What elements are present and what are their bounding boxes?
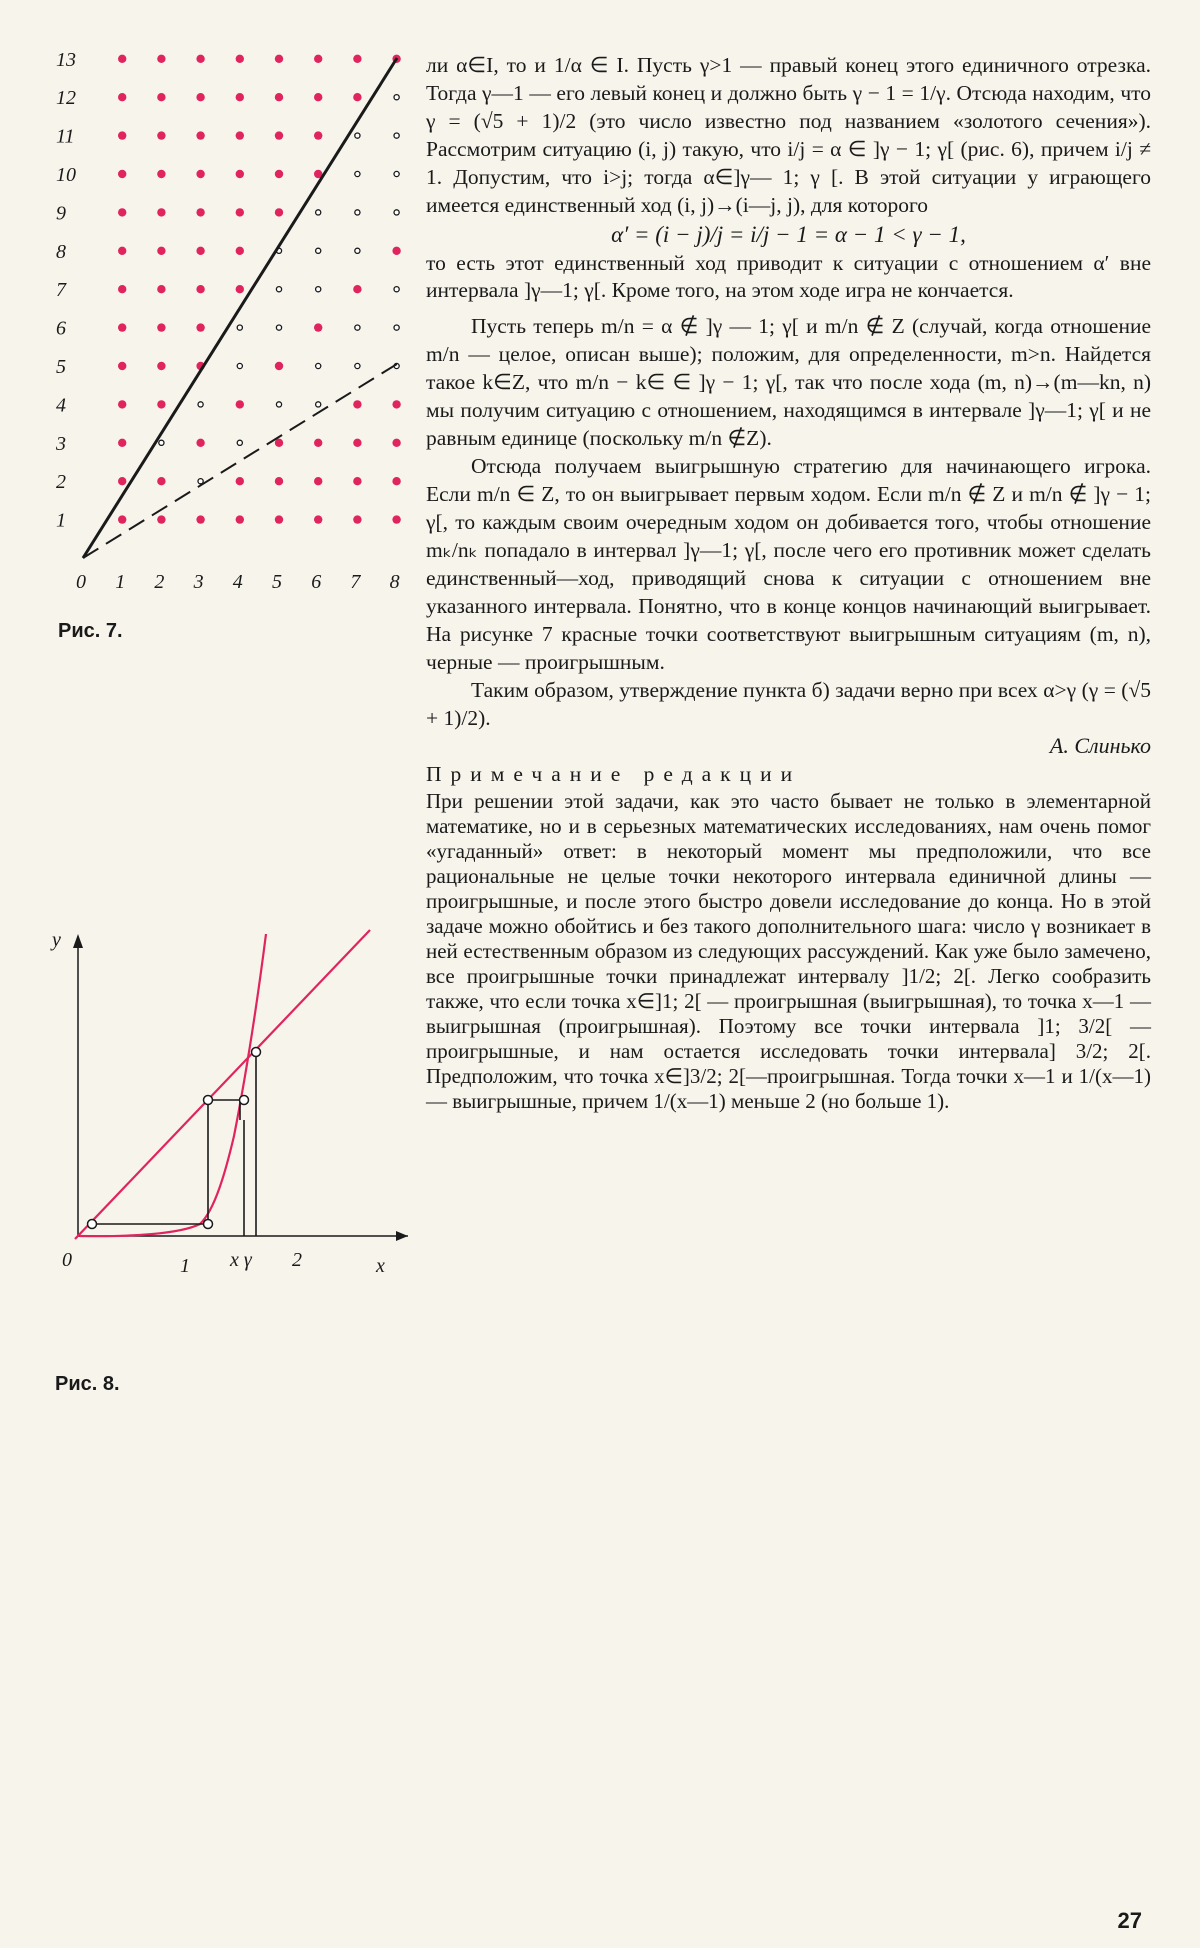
winning-dot bbox=[196, 55, 204, 63]
editorial-note: При решении этой задачи, как это часто бывает не только в элементарной математике, но и в серьезных математических исследованиях, нам очень помог «угаданный» ответ: в некоторый момент мы предположили, что все рациональные не целые точки некоторого интервала единичной длины — проигрышные, и после этого быстро довели исследование до конца. Но в этой задаче можно обойтись и без такого дополнительного шага: число γ возникает в ней естественным образом из следующих рассуждений. Как уже было замечено, все проигрышные точки принадлежат интервалу ]1/2; 2[. Легко сообразить также, что если точка x∈]1; 2[ — проигрышная (выигрышная), то точка x—1 — выигрышная (проигрышная). Поэтому все точки интервала ]1; 3/2[ — проигрышные, и нам остается исследовать точки интервала] 3/2; 2[. Предположим, что точка x∈]3/2; 2[—проигрышная. Тогда точки x—1 и 1/(x—1)— выигрышные, причем 1/(x—1) меньше 2 (но больше 1). bbox=[426, 788, 1151, 1113]
winning-dot bbox=[157, 131, 165, 139]
page-number: 27 bbox=[1117, 1908, 1142, 1933]
winning-dot bbox=[275, 55, 283, 63]
figure-8-caption: Рис. 8. bbox=[55, 1373, 120, 1395]
winning-dot bbox=[392, 400, 400, 408]
iteration-point bbox=[204, 1096, 213, 1105]
x-tick-label: 0 bbox=[76, 571, 86, 593]
y-tick-label: 6 bbox=[56, 317, 66, 340]
tick-two-label: 2 bbox=[292, 1249, 302, 1271]
winning-dot bbox=[118, 285, 126, 293]
x-tick-label: 1 bbox=[115, 571, 126, 593]
x-axis-arrow bbox=[396, 1231, 408, 1241]
y-label: y bbox=[52, 929, 61, 951]
winning-dot bbox=[157, 362, 165, 370]
winning-dot bbox=[118, 362, 126, 370]
winning-dot bbox=[275, 477, 283, 485]
winning-dot bbox=[157, 93, 165, 101]
winning-dot bbox=[196, 208, 204, 216]
winning-dot bbox=[236, 515, 244, 523]
identity-line bbox=[75, 930, 370, 1239]
losing-dot bbox=[394, 210, 399, 215]
winning-dot bbox=[196, 247, 204, 255]
y-tick-label: 11 bbox=[56, 125, 75, 148]
losing-dot bbox=[237, 440, 242, 445]
winning-dot bbox=[118, 515, 126, 523]
x-tick-label: 6 bbox=[311, 571, 322, 593]
winning-dot bbox=[275, 131, 283, 139]
losing-dot bbox=[276, 402, 281, 407]
paragraph-5: Таким образом, утверждение пункта б) задачи верно при всех α>γ (γ = (√5 + 1)/2). bbox=[426, 677, 1151, 730]
iteration-point bbox=[240, 1096, 249, 1105]
winning-dot bbox=[157, 285, 165, 293]
x-tick-label: 8 bbox=[389, 571, 400, 593]
x-tick-label: 5 bbox=[272, 571, 282, 593]
winning-dot bbox=[392, 515, 400, 523]
winning-dot bbox=[353, 285, 361, 293]
winning-dot bbox=[236, 170, 244, 178]
paragraph-4: Отсюда получаем выигрышную стратегию для начинающего игрока. Если m/n ∈ Z, то он выигрывает первым ходом. Если m/n ∉ Z и m/n ∉ ]γ − 1; γ[, то каждым своим очередным ходом он добивается того, чтобы отношение mₖ/nₖ попадало в интервал ]γ—1; γ[, после чего его противник может сделать единственный—ход, приводящий снова к ситуации с отношением вне указанного интервала. Понятно, что в конце концов начинающий выигрывает. На рисунке 7 красные точки соответствуют выигрышным ситуациям (m, n), черные — проигрышным. bbox=[426, 454, 1151, 674]
figure-7-dots bbox=[118, 55, 401, 524]
y-tick-label: 9 bbox=[56, 202, 66, 225]
winning-dot bbox=[314, 131, 322, 139]
formula-alpha-prime: α′ = (i − j)/j = i/j − 1 = α − 1 < γ − 1, bbox=[611, 221, 966, 247]
winning-dot bbox=[157, 208, 165, 216]
losing-dot bbox=[276, 325, 281, 330]
winning-dot bbox=[236, 285, 244, 293]
y-tick-label: 1 bbox=[56, 509, 66, 532]
winning-dot bbox=[118, 323, 126, 331]
winning-dot bbox=[157, 477, 165, 485]
x-tick-label: 7 bbox=[350, 571, 361, 593]
y-tick-label: 12 bbox=[56, 87, 76, 110]
winning-dot bbox=[314, 93, 322, 101]
losing-dot bbox=[237, 363, 242, 368]
x-label: x bbox=[376, 1255, 385, 1277]
inverse-gamma-line bbox=[83, 364, 397, 558]
winning-dot bbox=[118, 93, 126, 101]
y-tick-label: 13 bbox=[56, 48, 76, 71]
origin-label: 0 bbox=[62, 1249, 72, 1271]
y-tick-label: 3 bbox=[56, 432, 66, 455]
winning-dot bbox=[314, 515, 322, 523]
winning-dot bbox=[392, 247, 400, 255]
losing-dot bbox=[394, 95, 399, 100]
y-tick-label: 10 bbox=[56, 164, 76, 186]
winning-dot bbox=[353, 515, 361, 523]
losing-dot bbox=[355, 248, 360, 253]
winning-dot bbox=[314, 439, 322, 447]
figure-7-tick-labels bbox=[55, 49, 400, 593]
tick-one-label: 1 bbox=[180, 1255, 190, 1277]
losing-dot bbox=[355, 133, 360, 138]
main-text bbox=[426, 52, 1151, 1114]
winning-dot bbox=[392, 439, 400, 447]
winning-dot bbox=[236, 55, 244, 63]
winning-dot bbox=[236, 247, 244, 255]
winning-dot bbox=[275, 208, 283, 216]
losing-dot bbox=[355, 210, 360, 215]
winning-dot bbox=[196, 131, 204, 139]
winning-dot bbox=[157, 247, 165, 255]
winning-dot bbox=[353, 93, 361, 101]
winning-dot bbox=[118, 208, 126, 216]
winning-dot bbox=[353, 439, 361, 447]
x-tick-label: 4 bbox=[232, 571, 243, 593]
function-curve bbox=[80, 934, 266, 1236]
winning-dot bbox=[196, 285, 204, 293]
y-tick-label: 5 bbox=[56, 356, 66, 378]
losing-dot bbox=[198, 402, 203, 407]
tick-xgamma-label: x γ bbox=[230, 1249, 252, 1271]
winning-dot bbox=[118, 55, 126, 63]
winning-dot bbox=[353, 400, 361, 408]
winning-dot bbox=[353, 477, 361, 485]
winning-dot bbox=[157, 170, 165, 178]
fixed-point bbox=[252, 1048, 261, 1057]
losing-dot bbox=[394, 171, 399, 176]
winning-dot bbox=[157, 515, 165, 523]
iteration-point bbox=[204, 1220, 213, 1229]
winning-dot bbox=[314, 477, 322, 485]
losing-dot bbox=[316, 402, 321, 407]
losing-dot bbox=[316, 248, 321, 253]
x-tick-label: 2 bbox=[154, 571, 165, 593]
winning-dot bbox=[275, 170, 283, 178]
figure-8-graph bbox=[40, 920, 410, 1280]
paragraph-1: ли α∈I, то и 1/α ∈ I. Пусть γ>1 — правый конец этого единичного отрезка. Тогда γ—1 — его левый конец и должно быть γ − 1 = 1/γ. Отсюда находим, что γ = (√5 + 1)/2 (это число известно под названием «золотого сечения»). Рассмотрим ситуацию (i, j) такую, что i/j = α ∈ ]γ − 1; γ[ (рис. 6), причем i/j ≠ 1. Допустим, что i>j; тогда α∈]γ— 1; γ [. В этой ситуации у играющего имеется единственный ход (i, j)→(i—j, j), для которого bbox=[426, 53, 1151, 217]
winning-dot bbox=[118, 170, 126, 178]
winning-dot bbox=[236, 400, 244, 408]
losing-dot bbox=[355, 171, 360, 176]
winning-dot bbox=[118, 477, 126, 485]
winning-dot bbox=[236, 131, 244, 139]
paragraph-3: Пусть теперь m/n = α ∉ ]γ — 1; γ[ и m/n ∉ Z (случай, когда отношение m/n — целое, описан выше); положим, для определенности, m>n. Найдется такое k∈Z, что m/n − k∈ ∈ ]γ − 1; γ[, так что после хода (m, n)→(m—kn, n) мы получим ситуацию с отношением, находящимся в интервале ]γ—1; γ[ и не равным единице (поскольку m/n ∉Z). bbox=[426, 314, 1151, 451]
losing-dot bbox=[394, 287, 399, 292]
losing-dot bbox=[316, 363, 321, 368]
winning-dot bbox=[118, 247, 126, 255]
winning-dot bbox=[196, 439, 204, 447]
losing-dot bbox=[316, 210, 321, 215]
y-tick-label: 2 bbox=[56, 471, 66, 494]
winning-dot bbox=[392, 477, 400, 485]
winning-dot bbox=[236, 93, 244, 101]
figure-7-dot-grid bbox=[40, 48, 410, 598]
winning-dot bbox=[196, 93, 204, 101]
winning-dot bbox=[236, 477, 244, 485]
winning-dot bbox=[275, 93, 283, 101]
losing-dot bbox=[316, 287, 321, 292]
paragraph-2: то есть этот единственный ход приводит к ситуации с отношением α′ вне интервала ]γ—1; γ[. Кроме того, на этом ходе игра не кончается. bbox=[426, 250, 1151, 303]
winning-dot bbox=[196, 323, 204, 331]
y-axis-arrow bbox=[73, 934, 83, 948]
losing-dot bbox=[394, 325, 399, 330]
winning-dot bbox=[196, 170, 204, 178]
winning-dot bbox=[314, 55, 322, 63]
winning-dot bbox=[275, 515, 283, 523]
winning-dot bbox=[196, 515, 204, 523]
signature: А. Слинько bbox=[1049, 733, 1151, 759]
winning-dot bbox=[157, 323, 165, 331]
losing-dot bbox=[355, 325, 360, 330]
y-tick-label: 8 bbox=[56, 240, 66, 263]
losing-dot bbox=[276, 287, 281, 292]
winning-dot bbox=[275, 362, 283, 370]
losing-dot bbox=[394, 133, 399, 138]
losing-dot bbox=[355, 363, 360, 368]
iteration-point bbox=[88, 1220, 97, 1229]
figure-7-caption: Рис. 7. bbox=[58, 620, 123, 642]
y-tick-label: 4 bbox=[56, 394, 66, 417]
winning-dot bbox=[157, 400, 165, 408]
winning-dot bbox=[314, 323, 322, 331]
iteration-path bbox=[92, 1100, 240, 1224]
y-tick-label: 7 bbox=[56, 279, 66, 302]
losing-dot bbox=[237, 325, 242, 330]
x-tick-label: 3 bbox=[193, 571, 204, 593]
losing-dot bbox=[198, 479, 203, 484]
winning-dot bbox=[353, 55, 361, 63]
note-title: Примечание редакции bbox=[426, 762, 802, 787]
winning-dot bbox=[118, 439, 126, 447]
winning-dot bbox=[157, 55, 165, 63]
winning-dot bbox=[118, 131, 126, 139]
winning-dot bbox=[236, 208, 244, 216]
losing-dot bbox=[159, 440, 164, 445]
winning-dot bbox=[118, 400, 126, 408]
